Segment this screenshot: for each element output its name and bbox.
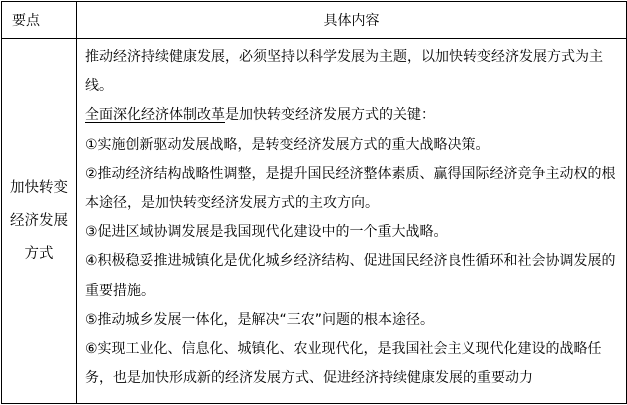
paragraph-text: 是加快转变经济发展方式的关键： bbox=[225, 107, 435, 124]
content-paragraph bbox=[85, 131, 620, 160]
underlined-lead-text: 全面深化经济体制改革 bbox=[85, 107, 225, 124]
key-point-line: 经济发展 bbox=[10, 212, 68, 229]
table-row bbox=[2, 39, 627, 404]
paragraph-text: ②推动经济结构战略性调整，是提升国民经济整体素质、赢得国际经济竞争主动权的根本途径，是加快转变经济发展方式的主攻方向。 bbox=[85, 165, 616, 212]
content-paragraph bbox=[85, 160, 620, 218]
header-content-cell: 具体内容 bbox=[77, 2, 627, 39]
content-paragraph bbox=[85, 335, 620, 393]
content-cell bbox=[77, 39, 627, 404]
content-paragraph bbox=[85, 101, 620, 130]
content-paragraph bbox=[85, 43, 620, 101]
key-point-line: 加快转变 bbox=[10, 179, 68, 196]
paragraph-text: 推动经济持续健康发展，必须坚持以科学发展为主题，以加快转变经济发展方式为主线。 bbox=[85, 49, 603, 95]
content-paragraph bbox=[85, 218, 620, 247]
paragraph-text: ⑥实现工业化、信息化、城镇化、农业现代化，是我国社会主义现代化建设的战略任务，也是加快形成新的经济发展方式、促进经济持续健康发展的重要动力 bbox=[85, 341, 602, 387]
paragraph-text: ④积极稳妥推进城镇化是优化城乡经济结构、促进国民经济良性循环和社会协调发展的重要措施。 bbox=[85, 253, 616, 299]
content-paragraph bbox=[85, 247, 620, 305]
paragraph-text: ⑤推动城乡发展一体化，是解决“三农”问题的根本途径。 bbox=[85, 311, 435, 328]
header-key-cell: 要点 bbox=[2, 2, 77, 39]
key-point-line: 方式 bbox=[24, 245, 54, 262]
paragraph-text: ③促进区域协调发展是我国现代化建设中的一个重大战略。 bbox=[85, 224, 448, 241]
content-table bbox=[1, 1, 627, 404]
content-paragraph bbox=[85, 306, 620, 335]
paragraph-text: ①实施创新驱动发展战略，是转变经济发展方式的重大战略决策。 bbox=[85, 136, 490, 153]
key-point-cell bbox=[2, 39, 77, 404]
table-header-row bbox=[2, 2, 627, 39]
